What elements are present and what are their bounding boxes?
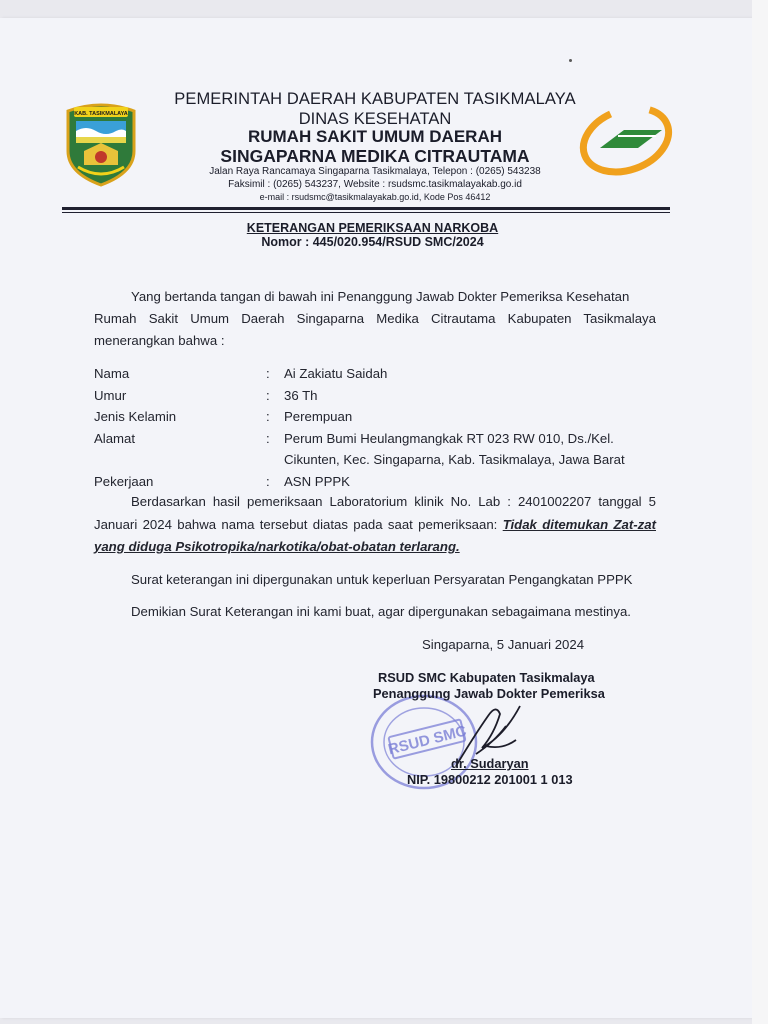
letterhead-government: PEMERINTAH DAERAH KABUPATEN TASIKMALAYA [174,90,576,108]
intro-line-2: Rumah Sakit Umum Daerah Singaparna Medika Citrautama Kabupaten Tasikmalaya [94,311,656,326]
document-number: Nomor : 445/020.954/RSUD SMC/2024 [261,235,484,249]
header-divider-thick [62,207,670,210]
header-divider-thin [62,212,670,213]
regency-crest-icon [64,101,138,187]
field-value-gender: Perempuan [284,409,353,424]
page-edge [752,0,768,1024]
field-value-occupation: ASN PPPK [284,474,350,489]
intro-line-3: menerangkan bahwa : [94,333,225,348]
result-finding-emphasis-line-2: yang diduga Psikotropika/narkotika/obat-obatan terlarang. [94,539,460,554]
closing-statement: Demikian Surat Keterangan ini kami buat, agar dipergunakan sebagaimana mestinya. [131,604,631,619]
field-colon: : [266,409,270,424]
field-colon: : [266,366,270,381]
result-line-2 [94,517,656,532]
purpose-statement: Surat keterangan ini dipergunakan untuk keperluan Persyaratan Pengangkatan PPPK [131,572,633,587]
field-value-age: 36 Th [284,388,318,403]
signatory-position: Penanggung Jawab Dokter Pemeriksa [373,686,605,701]
letterhead-department: DINAS KESEHATAN [298,110,452,128]
field-label-name: Nama [94,366,130,381]
result-line-1: Berdasarkan hasil pemeriksaan Laboratorium klinik No. Lab : 2401002207 tanggal 5 [131,494,656,509]
letterhead-fax-website: Faksimil : (0265) 543237, Website : rsudsmc.tasikmalayakab.go.id [228,179,522,190]
field-colon: : [266,388,270,403]
letterhead-hospital-name: SINGAPARNA MEDIKA CITRAUTAMA [220,146,530,166]
result-line-2-plain: Januari 2024 bahwa nama tersebut diatas pada saat pemeriksaan: [94,517,498,532]
hospital-logo-icon [578,100,678,180]
field-label-gender: Jenis Kelamin [94,409,177,424]
stamp-text: RSUD SMC [386,722,469,759]
signatory-name: dr. Sudaryan [451,756,529,771]
field-colon: : [266,431,270,446]
svg-text:KAB. TASIKMALAYA: KAB. TASIKMALAYA [74,111,128,117]
field-value-name: Ai Zakiatu Saidah [284,366,388,381]
field-label-occupation: Pekerjaan [94,474,154,489]
field-value-address-line-2: Cikunten, Kec. Singaparna, Kab. Tasikmalaya, Jawa Barat [284,452,625,467]
letterhead-email: e-mail : rsudsmc@tasikmalayakab.go.id, Kode Pos 46412 [259,192,491,202]
result-finding-emphasis: Tidak ditemukan Zat-zat [502,517,656,532]
intro-line-1: Yang bertanda tangan di bawah ini Penanggung Jawab Dokter Pemeriksa Kesehatan [131,289,630,304]
letterhead-hospital-type: RUMAH SAKIT UMUM DAERAH [247,127,503,146]
field-label-address: Alamat [94,431,136,446]
scan-speck [569,59,572,62]
document-title: KETERANGAN PEMERIKSAAN NARKOBA [246,221,499,235]
signatory-nip: NIP. 19800212 201001 1 013 [407,772,573,787]
field-value-address: Perum Bumi Heulangmangkak RT 023 RW 010, Ds./Kel. [284,431,614,446]
field-label-age: Umur [94,388,127,403]
place-date: Singaparna, 5 Januari 2024 [422,637,585,652]
field-colon: : [266,474,270,489]
signatory-institution: RSUD SMC Kabupaten Tasikmalaya [378,670,595,685]
letterhead-address: Jalan Raya Rancamaya Singaparna Tasikmalaya, Telepon : (0265) 543238 [209,166,541,177]
